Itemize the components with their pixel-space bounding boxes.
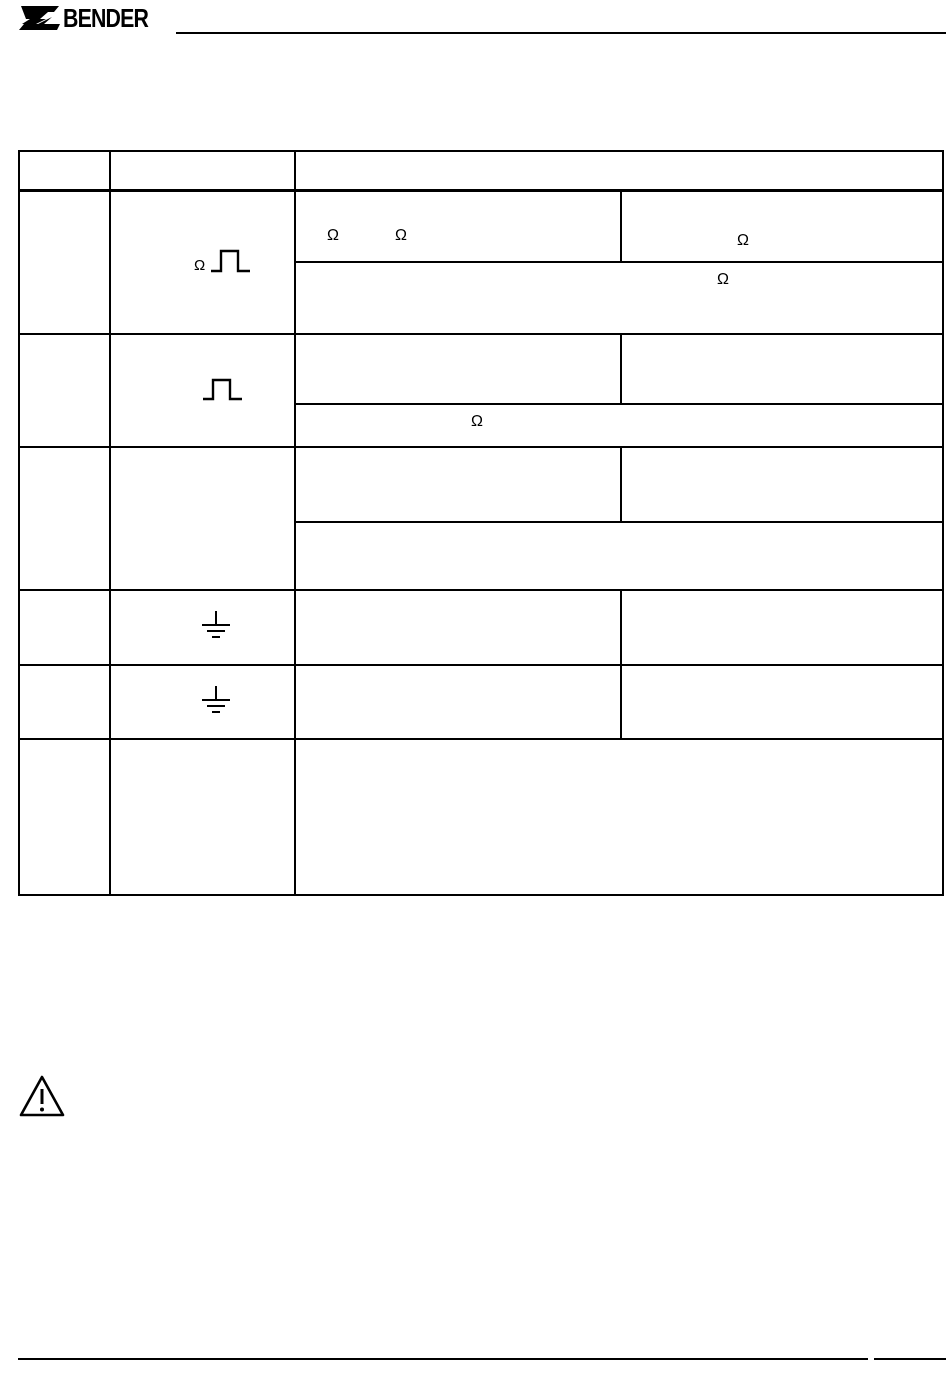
header-row-rule — [18, 189, 944, 192]
header-rule — [176, 32, 946, 34]
row-divider-3 — [18, 589, 944, 591]
footer-rule — [18, 1358, 946, 1360]
row-divider-5 — [18, 738, 944, 740]
connection-table — [18, 150, 944, 896]
table-border-bottom — [18, 894, 944, 896]
pulse-icon — [210, 248, 252, 274]
row-divider-1 — [18, 333, 944, 335]
column-divider-1 — [109, 150, 111, 896]
split-divider-1 — [620, 192, 622, 262]
split-divider-5 — [620, 666, 622, 739]
omega-glyph: Ω — [327, 227, 339, 244]
ground-icon — [200, 685, 232, 715]
omega-glyph: Ω — [395, 227, 407, 244]
omega-glyph: Ω — [194, 257, 206, 274]
brand-logo — [18, 4, 167, 32]
omega-glyph: Ω — [737, 232, 749, 249]
row-divider-4 — [111, 664, 944, 666]
bender-logo-icon — [18, 5, 60, 31]
split-divider-3 — [620, 448, 622, 522]
omega-glyph: Ω — [471, 413, 483, 430]
omega-glyph: Ω — [717, 271, 729, 288]
pulse-icon — [202, 378, 244, 402]
row-divider-2 — [18, 446, 944, 448]
brand-name: BENDER — [63, 3, 149, 33]
split-divider-2 — [620, 335, 622, 404]
ground-icon — [200, 610, 232, 640]
warning-triangle-icon — [18, 1074, 66, 1118]
table-border-left — [18, 150, 20, 896]
row-divider-4-left — [18, 664, 111, 666]
split-divider-4 — [620, 591, 622, 665]
table-border-top — [18, 150, 944, 152]
